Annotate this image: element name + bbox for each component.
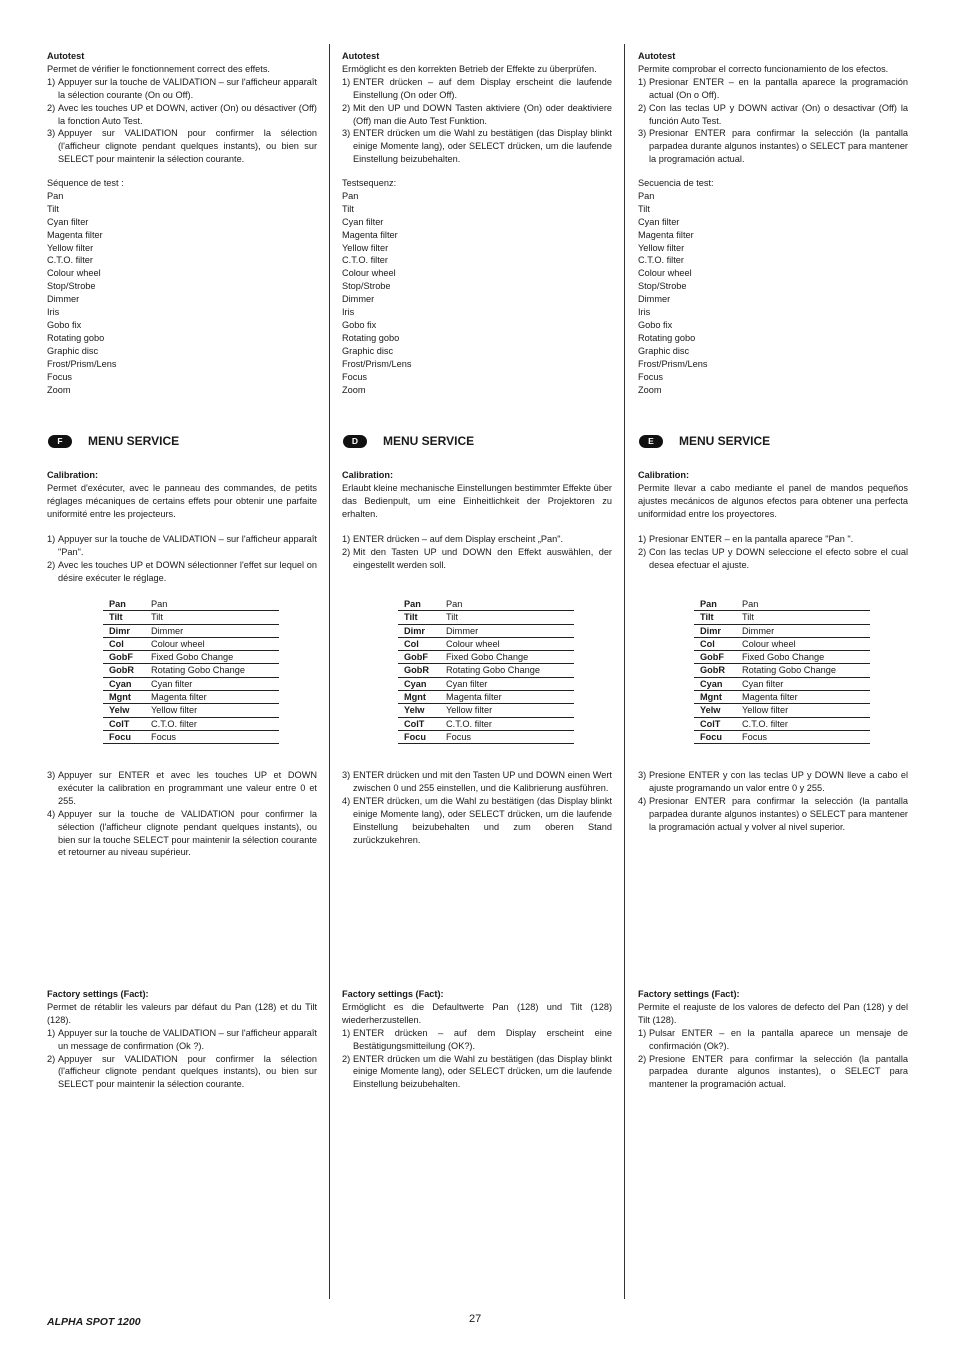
step-number: 1)	[638, 534, 647, 544]
section-intro: Erlaubt kleine mechanische Einstellungen bestimmter Effekte über das Bedienpult, um eine Einheitlichkeit der Projektoren zu erhalten.	[342, 482, 612, 519]
test-sequence	[342, 177, 612, 396]
sequence-heading: Testsequenz:	[342, 178, 397, 188]
effect-name: Magenta filter	[446, 691, 574, 704]
list-item	[638, 533, 908, 546]
list-item	[342, 546, 612, 572]
list-item: Yellow filter	[342, 242, 389, 253]
step-text: Appuyer sur la touche de VALIDATION pour confirmer la sélection (l'afficheur clignote pendant quelques instants), ou bien sur la touche SELECT pour maintenir la sélection courante et retourner au niveau supérieur.	[58, 808, 317, 858]
step-text: Pulsar ENTER – en la pantalla aparece un mensaje de confirmación (Ok?).	[649, 1027, 908, 1051]
effect-name: Colour wheel	[446, 637, 574, 650]
step-number: 3)	[342, 128, 351, 139]
calibration-steps-b	[47, 769, 317, 859]
step-number: 2)	[342, 1053, 351, 1064]
effect-code: Mgnt	[103, 691, 151, 704]
step-number: 2)	[342, 546, 351, 557]
section-heading: Calibration:	[47, 470, 99, 480]
table-row	[103, 691, 279, 704]
calibration-section	[47, 469, 317, 521]
table-row	[103, 677, 279, 690]
section-intro: Permite llevar a cabo mediante el panel de mandos pequeños ajustes mecánicos de algunos efectos para obtener una perfecta uniformidad entre los proyectores.	[638, 482, 908, 519]
list-item: Colour wheel	[638, 268, 692, 279]
list-item: Colour wheel	[47, 268, 101, 279]
calibration-steps-b	[638, 769, 908, 834]
step-number: 1)	[342, 534, 351, 544]
factory-steps	[342, 1027, 612, 1092]
effect-name: Dimmer	[151, 624, 279, 637]
effect-code: ColT	[103, 717, 151, 730]
calibration-steps-b	[342, 769, 612, 846]
step-text: Con las teclas UP y DOWN seleccione el efecto sobre el cual desea efectuar el ajuste.	[649, 546, 908, 570]
section-heading: Calibration:	[342, 470, 394, 480]
effect-name: C.T.O. filter	[446, 717, 574, 730]
autotest-section	[47, 50, 317, 166]
list-item: Frost/Prism/Lens	[342, 358, 412, 369]
list-item	[47, 127, 317, 166]
step-number: 2)	[638, 546, 647, 557]
table-row	[694, 691, 870, 704]
list-item	[342, 533, 612, 546]
effect-name: Pan	[446, 598, 574, 611]
step-text: Con las teclas UP y DOWN activar (On) o desactivar (Off) la función Auto Test.	[649, 102, 908, 126]
effect-code: Focu	[398, 730, 446, 743]
list-item: Tilt	[47, 203, 59, 214]
effect-name: Magenta filter	[151, 691, 279, 704]
list-item: Frost/Prism/Lens	[47, 358, 117, 369]
calibration-section	[342, 469, 612, 521]
step-text: Appuyer sur VALIDATION pour confirmer la sélection (l'afficheur clignote pendant quelques instants), ou bien sur SELECT pour maintenir la sélection courante.	[58, 128, 317, 165]
section-intro: Ermöglicht es die Defaultwerte Pan (128) und Tilt (128) wiederherzustellen.	[342, 1001, 612, 1025]
list-item	[342, 102, 612, 128]
list-item: Stop/Strobe	[342, 281, 391, 292]
effect-code: GobF	[103, 651, 151, 664]
effect-code: Focu	[694, 730, 742, 743]
autotest-steps	[342, 76, 612, 166]
effect-name: Fixed Gobo Change	[742, 651, 870, 664]
calibration-steps-a	[638, 533, 908, 572]
list-item: Graphic disc	[47, 345, 99, 356]
test-sequence	[638, 177, 908, 396]
effect-name: Fixed Gobo Change	[446, 651, 574, 664]
list-item	[47, 533, 317, 559]
list-item: Gobo fix	[638, 319, 673, 330]
section-intro: Permet de vérifier le fonctionnement correct des effets.	[47, 63, 270, 74]
calibration-list-b	[638, 769, 908, 834]
step-text: Presionar ENTER – en la pantalla aparece "Pan ".	[649, 534, 854, 544]
list-item: Zoom	[47, 384, 71, 395]
step-number: 3)	[47, 770, 56, 780]
effect-code: ColT	[398, 717, 446, 730]
step-text: ENTER drücken – auf dem Display erscheint eine Bestätigungsmitteilung (OK?).	[353, 1027, 612, 1051]
effect-code: Tilt	[103, 611, 151, 624]
effect-name: Pan	[742, 598, 870, 611]
autotest-steps	[638, 76, 908, 166]
step-text: ENTER drücken, um die Wahl zu bestätigen (das Display blinkt einige Momente lang), oder SELECT drücken, um die laufende Einstellung beizubehalten und zum oberen Stand zurückzukehren.	[353, 795, 612, 845]
table-row	[398, 677, 574, 690]
list-item	[47, 1027, 317, 1053]
step-text: Mit den Tasten UP und DOWN den Effekt auswählen, der eingestellt werden soll.	[353, 546, 612, 570]
step-number: 1)	[638, 1027, 647, 1038]
effect-name: Rotating Gobo Change	[151, 664, 279, 677]
step-text: ENTER drücken und mit den Tasten UP und DOWN einen Wert zwischen 0 und 255 einstellen, und die Kalibrierung ausführen.	[353, 770, 612, 793]
table-row	[694, 598, 870, 611]
effect-name: Rotating Gobo Change	[446, 664, 574, 677]
language-badge: D	[343, 435, 367, 448]
calibration-steps-a	[342, 533, 612, 572]
autotest-section	[342, 50, 612, 166]
table-row	[103, 664, 279, 677]
table-row	[103, 717, 279, 730]
effect-name: Cyan filter	[151, 677, 279, 690]
section-intro: Permite el reajuste de los valores de defecto del Pan (128) y del Tilt (128).	[638, 1001, 908, 1025]
effect-name: Dimmer	[742, 624, 870, 637]
effect-code: GobF	[694, 651, 742, 664]
list-item: Pan	[47, 190, 64, 201]
section-intro: Permite comprobar el correcto funcionamiento de los efectos.	[638, 63, 889, 74]
calibration-list-b	[342, 769, 612, 846]
section-heading: Calibration:	[638, 470, 690, 480]
list-item	[638, 769, 908, 795]
calibration-section	[638, 469, 908, 521]
effect-name: Yellow filter	[151, 704, 279, 717]
step-text: Appuyer sur VALIDATION pour confirmer la sélection (l'afficheur clignote pendant quelques instants), ou bien sur SELECT pour maintenir la sélection courante.	[58, 1053, 317, 1090]
list-item	[638, 795, 908, 834]
list-item: Cyan filter	[638, 216, 680, 227]
effect-name: Colour wheel	[151, 637, 279, 650]
list-item: Stop/Strobe	[638, 281, 687, 292]
step-text: ENTER drücken um die Wahl zu bestätigen (das Display blinkt einige Momente lang), oder SELECT drücken, um die laufende Einstellung beizubehalten.	[353, 1053, 612, 1090]
list-item	[47, 1053, 317, 1092]
step-number: 2)	[342, 102, 351, 113]
list-item	[638, 127, 908, 166]
effects-table	[398, 598, 574, 744]
step-text: Presione ENTER para confirmar la selección (la pantalla parpadea durante algunos instantes), o SELECT para mantener la programación actual.	[649, 1053, 908, 1090]
list-item: Tilt	[638, 203, 650, 214]
table-row	[694, 624, 870, 637]
section-intro: Ermöglicht es den korrekten Betrieb der Effekte zu überprüfen.	[342, 63, 597, 74]
section-heading: Autotest	[47, 51, 85, 61]
table-row	[103, 598, 279, 611]
list-item: Frost/Prism/Lens	[638, 358, 708, 369]
list-item	[342, 769, 612, 795]
list-item: Colour wheel	[342, 268, 396, 279]
table-row	[694, 664, 870, 677]
list-item: Rotating gobo	[342, 332, 400, 343]
list-item: Magenta filter	[47, 229, 103, 240]
sequence-heading: Séquence de test :	[47, 178, 124, 188]
list-item: Rotating gobo	[47, 332, 105, 343]
table-row	[694, 637, 870, 650]
table-row	[398, 664, 574, 677]
table-row	[398, 598, 574, 611]
calibration-list-b	[47, 769, 317, 859]
step-number: 1)	[47, 534, 56, 544]
table-row	[103, 624, 279, 637]
effect-name: Yellow filter	[742, 704, 870, 717]
step-number: 3)	[47, 128, 56, 139]
table-row	[694, 677, 870, 690]
list-item: Dimmer	[47, 294, 80, 305]
list-item	[638, 546, 908, 572]
step-number: 3)	[638, 128, 647, 139]
section-heading: Factory settings (Fact):	[638, 989, 740, 999]
effect-code: Pan	[103, 598, 151, 611]
table-row	[694, 730, 870, 743]
effect-code: Dimr	[398, 624, 446, 637]
table-row	[694, 651, 870, 664]
list-item	[638, 1053, 908, 1092]
sequence-heading: Secuencia de test:	[638, 178, 714, 188]
step-number: 2)	[47, 559, 56, 570]
step-number: 2)	[47, 102, 56, 113]
step-text: Presionar ENTER – en la pantalla aparece la programación actual (On o Off).	[649, 76, 908, 100]
list-item: Yellow filter	[47, 242, 94, 253]
effect-name: Cyan filter	[742, 677, 870, 690]
effect-name: Yellow filter	[446, 704, 574, 717]
list-item: Zoom	[638, 384, 662, 395]
effect-code: GobR	[398, 664, 446, 677]
list-item: Graphic disc	[342, 345, 394, 356]
step-text: Appuyer sur la touche de VALIDATION – sur l'afficheur apparaît la sélection courante (On ou Off).	[58, 76, 317, 100]
list-item	[638, 102, 908, 128]
table-row	[694, 704, 870, 717]
effect-name: C.T.O. filter	[742, 717, 870, 730]
step-number: 1)	[342, 76, 351, 87]
list-item: Focus	[342, 371, 368, 382]
step-text: ENTER drücken um die Wahl zu bestätigen (das Display blinkt einige Momente lang), oder SELECT drücken, um die laufende Einstellung beizubehalten.	[353, 128, 612, 165]
menu-title: MENU SERVICE	[383, 434, 475, 448]
list-item: Focus	[47, 371, 73, 382]
table-row	[398, 691, 574, 704]
factory-settings-section	[638, 988, 908, 1091]
factory-steps	[638, 1027, 908, 1092]
list-item: Iris	[638, 307, 651, 318]
list-item: Gobo fix	[342, 319, 377, 330]
product-title: ALPHA SPOT 1200	[47, 1316, 141, 1328]
list-item	[47, 102, 317, 128]
effect-name: Colour wheel	[742, 637, 870, 650]
calibration-list-a	[342, 533, 612, 572]
autotest-steps	[47, 76, 317, 166]
step-number: 4)	[342, 795, 351, 806]
effect-code: Dimr	[694, 624, 742, 637]
section-intro: Permet de rétablir les valeurs par défaut du Pan (128) et du Tilt (128).	[47, 1001, 317, 1025]
menu-title: MENU SERVICE	[88, 434, 180, 448]
factory-settings-section	[342, 988, 612, 1091]
table-row	[398, 651, 574, 664]
step-text: ENTER drücken – auf dem Display erscheint die laufende Einstellung (On oder Off).	[353, 76, 612, 100]
list-item: Stop/Strobe	[47, 281, 96, 292]
effect-name: Tilt	[151, 611, 279, 624]
effect-code: Col	[694, 637, 742, 650]
list-item: Tilt	[342, 203, 354, 214]
effect-code: GobR	[103, 664, 151, 677]
table-row	[103, 637, 279, 650]
step-text: Avec les touches UP et DOWN, activer (On) ou désactiver (Off) la fonction Auto Test.	[58, 102, 317, 126]
list-item: C.T.O. filter	[342, 255, 388, 266]
language-badge: E	[639, 435, 663, 448]
step-text: ENTER drücken – auf dem Display erscheint „Pan".	[353, 534, 564, 544]
effect-name: Cyan filter	[446, 677, 574, 690]
list-item: Cyan filter	[47, 216, 89, 227]
step-text: Appuyer sur ENTER et avec les touches UP et DOWN exécuter la calibration en programmant une valeur entre 0 et 255.	[58, 770, 317, 806]
effect-code: Yelw	[398, 704, 446, 717]
effect-name: Pan	[151, 598, 279, 611]
effect-code: GobR	[694, 664, 742, 677]
effect-code: Tilt	[694, 611, 742, 624]
step-text: Presione ENTER y con las teclas UP y DOWN lleve a cabo el ajuste programando un valor entre 0 y 255.	[649, 770, 908, 793]
step-text: Presionar ENTER para confirmar la selección (la pantalla parpadea durante algunos instantes) o SELECT para mantener la programación actual.	[649, 128, 908, 165]
list-item: Rotating gobo	[638, 332, 696, 343]
step-number: 1)	[47, 76, 56, 87]
list-item	[342, 1027, 612, 1053]
step-number: 1)	[342, 1027, 351, 1038]
section-heading: Autotest	[342, 51, 380, 61]
table-row	[398, 611, 574, 624]
table-row	[103, 704, 279, 717]
list-item	[47, 76, 317, 102]
table-row	[398, 704, 574, 717]
list-item	[638, 76, 908, 102]
calibration-steps-a	[47, 533, 317, 585]
effects-table	[694, 598, 870, 744]
effect-name: Tilt	[446, 611, 574, 624]
effect-code: Col	[103, 637, 151, 650]
table-row	[103, 651, 279, 664]
table-row	[694, 717, 870, 730]
effect-code: ColT	[694, 717, 742, 730]
list-item: Magenta filter	[638, 229, 694, 240]
step-number: 4)	[47, 808, 56, 819]
step-text: Avec les touches UP et DOWN sélectionner l'effet sur lequel on désire exécuter le réglage.	[58, 559, 317, 583]
effect-code: Mgnt	[694, 691, 742, 704]
step-number: 1)	[47, 1027, 56, 1038]
effect-code: Pan	[398, 598, 446, 611]
step-number: 1)	[638, 76, 647, 87]
effect-name: Rotating Gobo Change	[742, 664, 870, 677]
column-divider-right	[624, 44, 625, 1299]
effect-code: Yelw	[103, 704, 151, 717]
list-item: Zoom	[342, 384, 366, 395]
effect-code: Focu	[103, 730, 151, 743]
effect-code: Dimr	[103, 624, 151, 637]
list-item: Iris	[47, 307, 60, 318]
effect-name: Tilt	[742, 611, 870, 624]
list-item	[342, 1053, 612, 1092]
step-number: 2)	[638, 1053, 647, 1064]
effect-code: Mgnt	[398, 691, 446, 704]
list-item: Dimmer	[342, 294, 375, 305]
menu-title: MENU SERVICE	[679, 434, 771, 448]
column-divider-left	[329, 44, 330, 1299]
step-number: 3)	[342, 770, 351, 780]
list-item: Graphic disc	[638, 345, 690, 356]
step-text: Appuyer sur la touche de VALIDATION – sur l'afficheur apparaît un message de confirmation (Ok ?).	[58, 1027, 317, 1051]
section-heading: Factory settings (Fact):	[342, 989, 444, 999]
table-row	[398, 717, 574, 730]
section-heading: Factory settings (Fact):	[47, 989, 149, 999]
effect-name: Focus	[446, 730, 574, 743]
list-item: C.T.O. filter	[47, 255, 93, 266]
effect-name: Focus	[742, 730, 870, 743]
effect-name: Dimmer	[446, 624, 574, 637]
list-item: Cyan filter	[342, 216, 384, 227]
list-item: Iris	[342, 307, 355, 318]
list-item: Magenta filter	[342, 229, 398, 240]
effect-code: Yelw	[694, 704, 742, 717]
effect-code: Cyan	[694, 677, 742, 690]
effect-code: Cyan	[398, 677, 446, 690]
factory-steps	[47, 1027, 317, 1092]
table-row	[103, 730, 279, 743]
step-number: 2)	[638, 102, 647, 113]
list-item: Pan	[342, 190, 359, 201]
step-text: Appuyer sur la touche de VALIDATION – sur l'afficheur apparaît "Pan".	[58, 534, 317, 557]
list-item: Dimmer	[638, 294, 671, 305]
section-heading: Autotest	[638, 51, 676, 61]
list-item	[47, 769, 317, 808]
effects-table	[103, 598, 279, 744]
table-row	[694, 611, 870, 624]
table-row	[398, 637, 574, 650]
list-item: Yellow filter	[638, 242, 685, 253]
menu-service-heading	[342, 433, 612, 451]
table-row	[398, 624, 574, 637]
effect-name: Magenta filter	[742, 691, 870, 704]
effect-code: Tilt	[398, 611, 446, 624]
effect-code: GobF	[398, 651, 446, 664]
list-item: C.T.O. filter	[638, 255, 684, 266]
list-item	[342, 795, 612, 847]
language-badge: F	[48, 435, 72, 448]
list-item	[342, 127, 612, 166]
effect-code: Col	[398, 637, 446, 650]
table-row	[398, 730, 574, 743]
effect-name: Focus	[151, 730, 279, 743]
table-row	[103, 611, 279, 624]
autotest-section	[638, 50, 908, 166]
page-number: 27	[469, 1313, 482, 1325]
list-item	[638, 1027, 908, 1053]
list-item: Focus	[638, 371, 664, 382]
list-item	[342, 76, 612, 102]
list-item	[47, 559, 317, 585]
effect-code: Cyan	[103, 677, 151, 690]
list-item: Pan	[638, 190, 655, 201]
step-number: 2)	[47, 1053, 56, 1064]
list-item: Gobo fix	[47, 319, 82, 330]
test-sequence	[47, 177, 317, 396]
step-number: 3)	[638, 770, 647, 780]
step-text: Presionar ENTER para confirmar la selección (la pantalla parpadea durante algunos instantes) o SELECT para mantener la programación actual y volver al nivel superior.	[649, 795, 908, 832]
effect-name: C.T.O. filter	[151, 717, 279, 730]
effect-name: Fixed Gobo Change	[151, 651, 279, 664]
section-intro: Permet d'exécuter, avec le panneau des commandes, de petits réglages mécaniques de certains effets pour obtenir une parfaite uniformité entre les projecteurs.	[47, 482, 317, 519]
calibration-list-a	[638, 533, 908, 572]
effect-code: Pan	[694, 598, 742, 611]
menu-service-heading	[47, 433, 317, 451]
factory-settings-section	[47, 988, 317, 1091]
list-item	[47, 808, 317, 860]
calibration-list-a	[47, 533, 317, 585]
menu-service-heading	[638, 433, 908, 451]
step-text: Mit den UP und DOWN Tasten aktiviere (On) oder deaktiviere (Off) man die Auto Test Funktion.	[353, 102, 612, 126]
step-number: 4)	[638, 795, 647, 806]
